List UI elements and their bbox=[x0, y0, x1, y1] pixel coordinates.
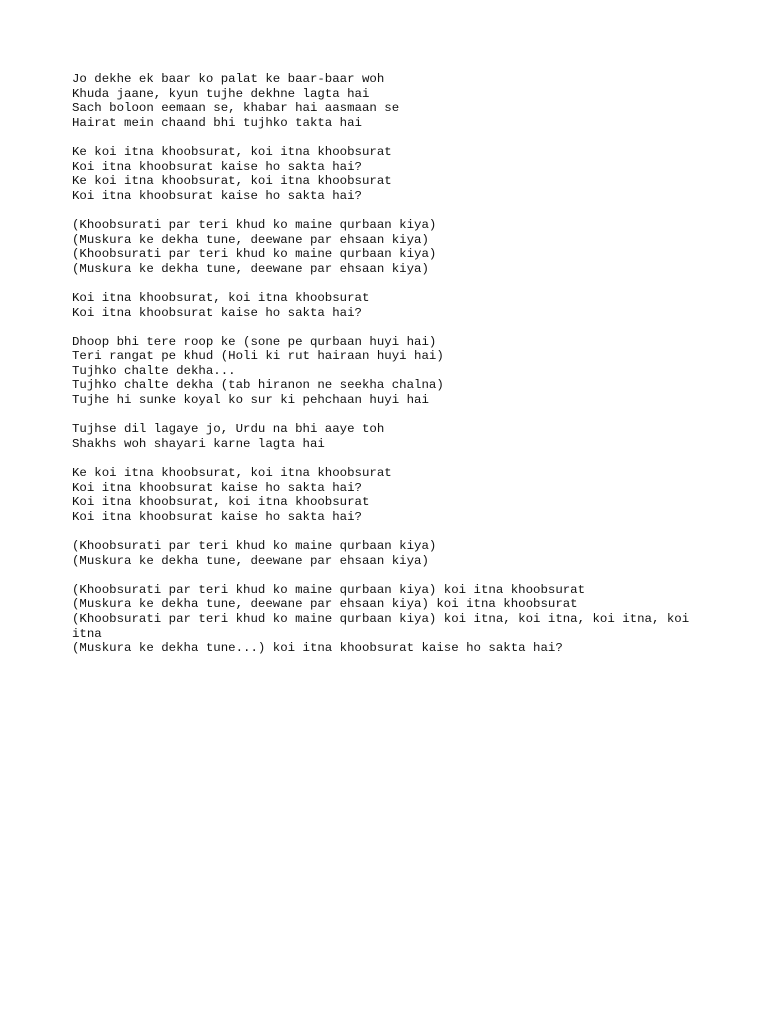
lyric-line: (Khoobsurati par teri khud ko maine qurbaan kiya) koi itna khoobsurat bbox=[72, 582, 586, 597]
lyric-line: Shakhs woh shayari karne lagta hai bbox=[72, 436, 325, 451]
lyric-line: (Muskura ke dekha tune, deewane par ehsaan kiya) bbox=[72, 553, 429, 568]
lyric-line: Ke koi itna khoobsurat, koi itna khoobsurat bbox=[72, 174, 392, 189]
lyric-line: itna bbox=[72, 626, 102, 641]
lyrics-stanza bbox=[72, 72, 712, 130]
lyric-line: (Khoobsurati par teri khud ko maine qurbaan kiya) koi itna, koi itna, koi itna, koi bbox=[72, 611, 690, 626]
lyric-line: (Muskura ke dekha tune...) koi itna khoobsurat kaise ho sakta hai? bbox=[72, 641, 563, 656]
lyric-line: Koi itna khoobsurat kaise ho sakta hai? bbox=[72, 305, 362, 320]
lyric-line: Khuda jaane, kyun tujhe dekhne lagta hai bbox=[72, 86, 370, 101]
lyric-line: Koi itna khoobsurat, koi itna khoobsurat bbox=[72, 290, 370, 305]
lyrics-stanza bbox=[72, 583, 712, 656]
lyric-line: (Muskura ke dekha tune, deewane par ehsaan kiya) bbox=[72, 232, 429, 247]
lyric-line: (Muskura ke dekha tune, deewane par ehsaan kiya) koi itna khoobsurat bbox=[72, 597, 578, 612]
lyric-line: Hairat mein chaand bhi tujhko takta hai bbox=[72, 115, 362, 130]
lyric-line: (Muskura ke dekha tune, deewane par ehsaan kiya) bbox=[72, 261, 429, 276]
lyric-line: Jo dekhe ek baar ko palat ke baar-baar woh bbox=[72, 72, 385, 86]
lyrics-stanza bbox=[72, 539, 712, 568]
lyric-line: Sach boloon eemaan se, khabar hai aasmaan se bbox=[72, 101, 400, 116]
lyric-line: Teri rangat pe khud (Holi ki rut hairaan huyi hai) bbox=[72, 349, 444, 364]
lyrics-stanza bbox=[72, 145, 712, 203]
lyric-line: Ke koi itna khoobsurat, koi itna khoobsurat bbox=[72, 466, 392, 481]
lyrics-stanza bbox=[72, 335, 712, 408]
lyrics-body bbox=[72, 72, 712, 656]
lyric-line: Tujhe hi sunke koyal ko sur ki pehchaan huyi hai bbox=[72, 393, 429, 408]
lyric-line: Tujhko chalte dekha (tab hiranon ne seekha chalna) bbox=[72, 378, 444, 393]
lyrics-stanza bbox=[72, 422, 712, 451]
lyrics-stanza bbox=[72, 291, 712, 320]
lyric-line: Dhoop bhi tere roop ke (sone pe qurbaan huyi hai) bbox=[72, 334, 437, 349]
lyrics-page bbox=[72, 72, 712, 670]
lyric-line: Koi itna khoobsurat kaise ho sakta hai? bbox=[72, 159, 362, 174]
lyric-line: Koi itna khoobsurat kaise ho sakta hai? bbox=[72, 509, 362, 524]
lyric-line: Koi itna khoobsurat, koi itna khoobsurat bbox=[72, 495, 370, 510]
lyric-line: Koi itna khoobsurat kaise ho sakta hai? bbox=[72, 188, 362, 203]
lyrics-stanza bbox=[72, 466, 712, 524]
lyric-line: (Khoobsurati par teri khud ko maine qurbaan kiya) bbox=[72, 217, 437, 232]
lyrics-stanza bbox=[72, 218, 712, 276]
lyric-line: Tujhko chalte dekha... bbox=[72, 363, 236, 378]
lyric-line: Ke koi itna khoobsurat, koi itna khoobsurat bbox=[72, 144, 392, 159]
lyric-line: (Khoobsurati par teri khud ko maine qurbaan kiya) bbox=[72, 539, 437, 553]
lyric-line: Koi itna khoobsurat kaise ho sakta hai? bbox=[72, 480, 362, 495]
lyric-line: Tujhse dil lagaye jo, Urdu na bhi aaye toh bbox=[72, 422, 385, 437]
lyric-line: (Khoobsurati par teri khud ko maine qurbaan kiya) bbox=[72, 247, 437, 262]
